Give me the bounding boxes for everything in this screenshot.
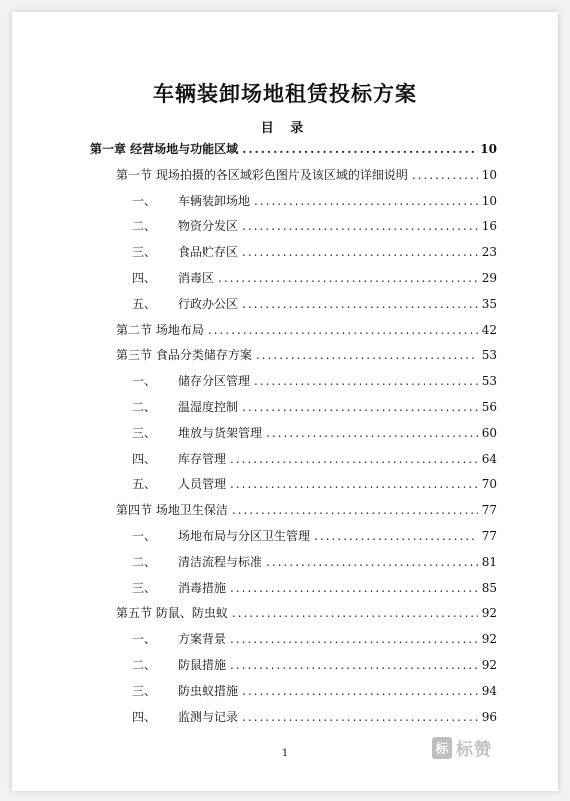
toc-dot-leader (230, 631, 478, 647)
toc-entry-label (132, 657, 226, 673)
toc-entry-label (132, 683, 238, 699)
toc-entry-label (132, 193, 250, 209)
toc-entry-number: 三、 (132, 683, 157, 698)
toc-dot-leader (266, 554, 478, 570)
toc-entry-page: 53 (481, 374, 497, 389)
toc-entry[interactable] (116, 502, 497, 518)
toc-entry-page: 10 (480, 142, 497, 156)
toc-entry-text: 第二节 场地布局 (116, 322, 204, 337)
toc-entry-label (132, 296, 238, 312)
toc-dot-leader (254, 373, 478, 389)
toc-entry-number: 四、 (132, 451, 157, 466)
toc-entry-text: 库存管理 (178, 451, 227, 466)
page-number: 1 (281, 748, 289, 759)
toc-entry-page: 42 (481, 322, 497, 337)
toc-entry-text: 防鼠措施 (178, 658, 227, 672)
toc-entry-text: 监测与记录 (178, 709, 239, 724)
toc-entry-page: 92 (481, 658, 497, 672)
toc-entry-text: 人员管理 (178, 477, 227, 492)
toc-entry[interactable] (116, 322, 497, 338)
toc-entry-text: 温湿度控制 (178, 400, 239, 414)
toc-entry-number: 一、 (132, 193, 157, 208)
toc-entry-page: 96 (481, 709, 497, 724)
toc-entry-text: 防虫蚁措施 (178, 683, 239, 698)
toc-entry-number: 三、 (132, 580, 157, 595)
toc-entry-label (132, 270, 214, 286)
toc-entry[interactable] (132, 631, 497, 647)
toc-entry[interactable] (116, 605, 497, 621)
toc-entry[interactable] (132, 244, 497, 260)
toc-dot-leader (232, 605, 478, 621)
toc-entry-page: 29 (481, 271, 497, 285)
toc-entry-page: 10 (481, 193, 497, 208)
toc-entry-text: 车辆装卸场地 (178, 193, 251, 208)
toc-entry-number: 二、 (132, 219, 157, 234)
toc-entry-number: 五、 (132, 477, 157, 492)
toc-entry-label (132, 476, 226, 492)
toc-entry[interactable] (132, 425, 497, 441)
toc-entry-number: 四、 (132, 709, 157, 724)
toc-entry-text: 场地布局与分区卫生管理 (178, 529, 311, 543)
toc-entry-label (116, 502, 228, 518)
toc-entry-page: 64 (481, 451, 497, 466)
toc-dot-leader (314, 528, 478, 544)
toc-entry-label (132, 218, 238, 234)
toc-dot-leader (412, 167, 478, 183)
toc-entry-label (132, 451, 226, 467)
toc-dot-leader (230, 476, 478, 492)
toc-entry-text: 第五节 防鼠、防虫蚁 (116, 606, 228, 621)
toc-dot-leader (242, 709, 478, 725)
toc-entry-page: 10 (481, 167, 497, 182)
toc-dot-leader (266, 425, 478, 441)
document-title: 车辆装卸场地租赁投标方案 (153, 81, 417, 106)
toc-entry-label (132, 631, 226, 647)
toc-entry-number: 二、 (132, 400, 157, 414)
toc-entry-label (132, 709, 238, 725)
toc-entry-page: 92 (481, 606, 497, 621)
toc-entry-text: 方案背景 (178, 632, 227, 647)
toc-entry-label (116, 322, 204, 338)
toc-dot-leader (254, 193, 478, 209)
toc-dot-leader (242, 141, 476, 157)
toc-entry-page: 77 (481, 503, 497, 518)
toc-entry-number: 一、 (132, 374, 157, 389)
toc-entry[interactable] (132, 373, 497, 389)
toc-entry-label (116, 605, 228, 621)
toc-entry-page: 81 (481, 554, 497, 569)
toc-dot-leader (242, 296, 478, 312)
toc-entry-text: 第一章 经营场地与功能区域 (90, 142, 239, 156)
toc-entry-page: 56 (481, 400, 497, 414)
toc-dot-leader (256, 347, 478, 363)
toc-entry[interactable] (116, 167, 497, 183)
toc-entry-page: 53 (481, 348, 497, 363)
toc-dot-leader (230, 580, 478, 596)
toc-entry-label (132, 399, 238, 415)
watermark (432, 735, 492, 760)
toc-entry-label (116, 167, 408, 183)
toc-entry[interactable] (132, 270, 497, 286)
toc-entry-text: 储存分区管理 (178, 374, 251, 389)
toc-entry[interactable] (132, 683, 497, 699)
toc-entry-label (132, 244, 238, 260)
toc-entry[interactable] (132, 580, 497, 596)
toc-entry[interactable] (132, 554, 497, 570)
toc-entry-number: 二、 (132, 658, 157, 672)
toc-entry-label (132, 554, 262, 570)
toc-dot-leader (242, 399, 478, 415)
toc-entry-page: 35 (481, 296, 497, 311)
toc-entry[interactable] (132, 296, 497, 312)
toc-entry[interactable] (132, 218, 497, 234)
toc-dot-leader (232, 502, 478, 518)
toc-entry-text: 消毒措施 (178, 580, 227, 595)
toc-entry-page: 94 (481, 683, 497, 698)
toc-entry-page: 60 (481, 425, 497, 440)
toc-heading: 目 录 (260, 121, 310, 136)
toc-entry[interactable] (132, 657, 497, 673)
toc-dot-leader (218, 270, 478, 286)
toc-entry-text: 食品贮存区 (178, 245, 239, 260)
toc-dot-leader (208, 322, 478, 338)
toc-entry-page: 23 (481, 245, 497, 260)
toc-dot-leader (242, 244, 478, 260)
toc-entry-number: 三、 (132, 245, 157, 260)
toc-entry[interactable] (132, 709, 497, 725)
toc-entry-text: 第一节 现场拍摄的各区域彩色图片及该区域的详细说明 (116, 167, 408, 182)
toc-entry-text: 堆放与货架管理 (178, 425, 263, 440)
watermark-logo-icon: 标 (432, 737, 452, 759)
toc-dot-leader (242, 218, 478, 234)
toc-entry-text: 清洁流程与标准 (178, 554, 263, 569)
toc-entry[interactable] (132, 528, 497, 544)
watermark-text: 标赞 (456, 740, 492, 760)
toc-entry[interactable] (132, 399, 497, 415)
toc-entry-page: 16 (481, 219, 497, 234)
toc-entry-number: 五、 (132, 296, 157, 311)
toc-entry-number: 四、 (132, 271, 157, 285)
toc-entry-page: 70 (481, 477, 497, 492)
toc-entry-page: 85 (481, 580, 497, 595)
toc-entry-text: 消毒区 (178, 271, 215, 285)
toc-entry-label (132, 528, 310, 544)
toc-entry-number: 二、 (132, 554, 157, 569)
toc-entry-number: 三、 (132, 425, 157, 440)
toc-entry-label (132, 580, 226, 596)
toc-entry-text: 物资分发区 (178, 219, 239, 234)
toc-dot-leader (230, 657, 478, 673)
toc-entry-number: 一、 (132, 529, 157, 543)
toc-entry[interactable] (116, 347, 497, 363)
toc-entry[interactable] (90, 141, 497, 157)
toc-entry[interactable] (132, 476, 497, 492)
toc-dot-leader (230, 451, 478, 467)
toc-entry-page: 77 (481, 529, 497, 543)
toc-entry-text: 第三节 食品分类储存方案 (116, 348, 252, 363)
toc-entry-label (116, 347, 252, 363)
toc-dot-leader (242, 683, 478, 699)
document-page (12, 12, 558, 791)
toc-entry-text: 行政办公区 (178, 296, 239, 311)
toc-entry-label (132, 425, 262, 441)
toc-entry-label (90, 141, 238, 157)
toc-entry-text: 第四节 场地卫生保洁 (116, 503, 228, 518)
toc-entry[interactable] (132, 193, 497, 209)
toc-entry[interactable] (132, 451, 497, 467)
toc-entry-number: 一、 (132, 632, 157, 647)
toc-entry-page: 92 (481, 632, 497, 647)
toc-entry-label (132, 373, 250, 389)
